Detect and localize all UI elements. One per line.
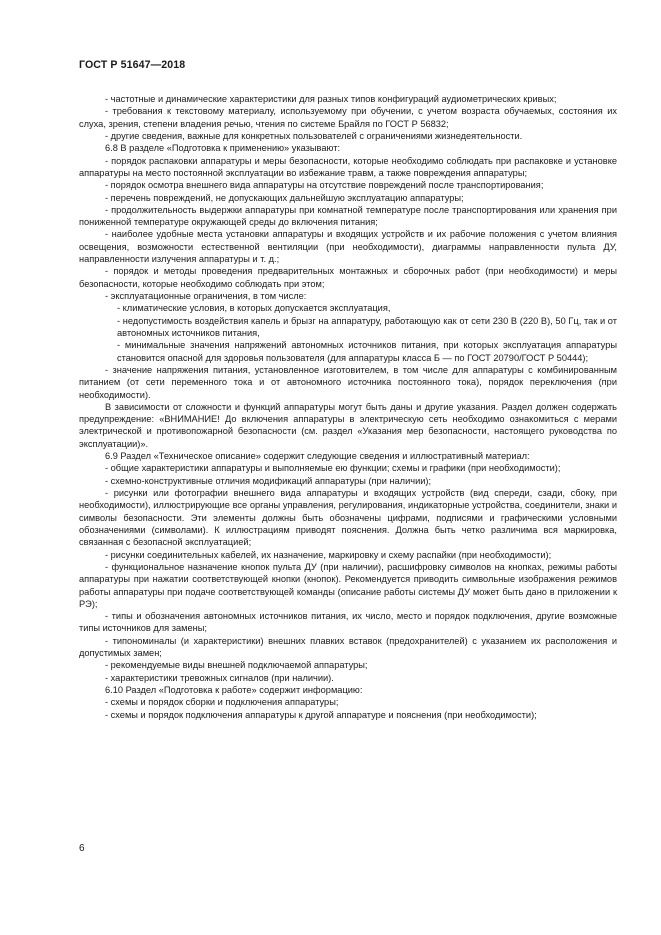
paragraph: - рисунки или фотографии внешнего вида аппаратуры и входящих устройств (вид спереди, сзади, сбоку, при необходимости), иллюстрирующие все органы управления, регулирования, индикаторные устройства, соединители, знаки и символы безопасности. Эти элементы должны быть обозначены цифрами, подписями и графическими условными обозначениями (символами). К иллюстрациям приводят пояснения. Должна быть четко различима вся маркировка, связанная с безопасной эксплуатацией; — [79, 488, 617, 548]
paragraph: - рисунки соединительных кабелей, их назначение, маркировку и схему распайки (при необходимости); — [105, 549, 552, 560]
paragraph: - порядок и методы проведения предварительных монтажных и сборочных работ (при необходимости) и меры безопасности, которые необходимо соблюдать при этом; — [79, 266, 617, 289]
paragraph: - наиболее удобные места установки аппаратуры и входящих устройств и их рабочие положения с учетом влияния освещения, возможности естественной вентиляции (при необходимости), диаграммы направленности пульта ДУ, направленности излучения аппаратуры и т. д.; — [79, 229, 617, 265]
paragraph: - общие характеристики аппаратуры и выполняемые ею функции; схемы и графики (при необходимости); — [105, 463, 561, 474]
paragraph: - порядок распаковки аппаратуры и меры безопасности, которые необходимо соблюдать при распаковке и установке аппаратуры на место постоянной эксплуатации во избежание травм, а также повреждения аппаратуры; — [79, 155, 617, 178]
paragraph: - эксплуатационные ограничения, в том числе: — [105, 291, 307, 301]
paragraph: - функциональное назначение кнопок пульта ДУ (при наличии), расшифровку символов на кнопках, режимы работы аппаратуры при нажатии соответствующей кнопки (кнопок). Рекомендуется приводить символьные изображения режимов работы аппаратуры при подаче соответствующей команды (описание работы системы ДУ может быть дано в приложении к РЭ); — [79, 561, 617, 609]
paragraph: - порядок осмотра внешнего вида аппаратуры на отсутствие повреждений после транспортирования; — [105, 180, 544, 191]
paragraph: - частотные и динамические характеристики для разных типов конфигураций аудиометрических кривых; — [105, 94, 557, 104]
document-body — [79, 93, 617, 721]
paragraph: - продолжительность выдержки аппаратуры при комнатной температуре после транспортирования или хранения при пониженной температуре окружающей среды до включения питания; — [79, 204, 617, 228]
paragraph: - недопустимость воздействия капель и брызг на аппаратуру, работающую как от сети 230 В (220 В), 50 Гц, так и от автономных источников питания, — [117, 315, 617, 338]
paragraph: 6.10 Раздел «Подготовка к работе» содержит информацию: — [105, 685, 363, 695]
paragraph: 6.8 В разделе «Подготовка к применению» указывают: — [105, 143, 341, 154]
paragraph: - другие сведения, важные для конкретных пользователей с ограничениями жизнедеятельности. — [105, 130, 523, 141]
paragraph: 6.9 Раздел «Техническое описание» содержит следующие сведения и иллюстративный материал: — [105, 451, 530, 462]
paragraph: - перечень повреждений, не допускающих дальнейшую эксплуатацию аппаратуры; — [105, 192, 464, 203]
paragraph: - типономиналы (и характеристики) внешних плавких вставок (предохранителей) с указанием их расположения и допустимых замен; — [79, 635, 617, 659]
paragraph: - минимальные значения напряжений автономных источников питания, при которых эксплуатация аппаратуры становится опасной для здоровья пользователя (для аппаратуры класса Б — по ГОСТ 20790/ГОСТ Р 50444); — [117, 340, 617, 363]
paragraph: - значение напряжения питания, установленное изготовителем, в том числе для аппаратуры с комбинированным питанием (от сети переменного тока и от автономного источника постоянного тока), порядок переключения (при необходимости). — [79, 364, 617, 400]
paragraph: - характеристики тревожных сигналов (при наличии). — [105, 672, 334, 683]
paragraph: - климатические условия, в которых допускается эксплуатация, — [117, 303, 391, 314]
paragraph: - схемы и порядок подключения аппаратуры к другой аппаратуре и пояснения (при необходимости); — [105, 709, 537, 720]
paragraph: - схемно-конструктивные отличия модификаций аппаратуры (при наличии); — [105, 475, 432, 486]
paragraph: - схемы и порядок сборки и подключения аппаратуры; — [105, 697, 339, 708]
page-number: 6 — [79, 843, 85, 854]
paragraph: - требования к текстовому материалу, используемому при обучении, с учетом возраста обучаемых, состояния их слуха, зрения, степени владения речью, чтения по системе Брайля по ГОСТ Р 56832; — [79, 106, 617, 129]
document-header: ГОСТ Р 51647—2018 — [79, 59, 186, 71]
paragraph: - рекомендуемые виды внешней подключаемой аппаратуры; — [105, 660, 368, 671]
paragraph: - типы и обозначения автономных источников питания, их число, место и порядок подключения, другие возможные типы источников для замены; — [79, 611, 617, 634]
paragraph: В зависимости от сложности и функций аппаратуры могут быть даны и другие указания. Раздел должен содержать предупреждение: «ВНИМАНИЕ! До включения аппаратуры в электрическую сеть необходимо ознакомиться с мерами электрической и противопожарной безопасности (см. раздел «Указания мер безопасности, настоящего руководства по эксплуатации)». — [79, 401, 617, 449]
